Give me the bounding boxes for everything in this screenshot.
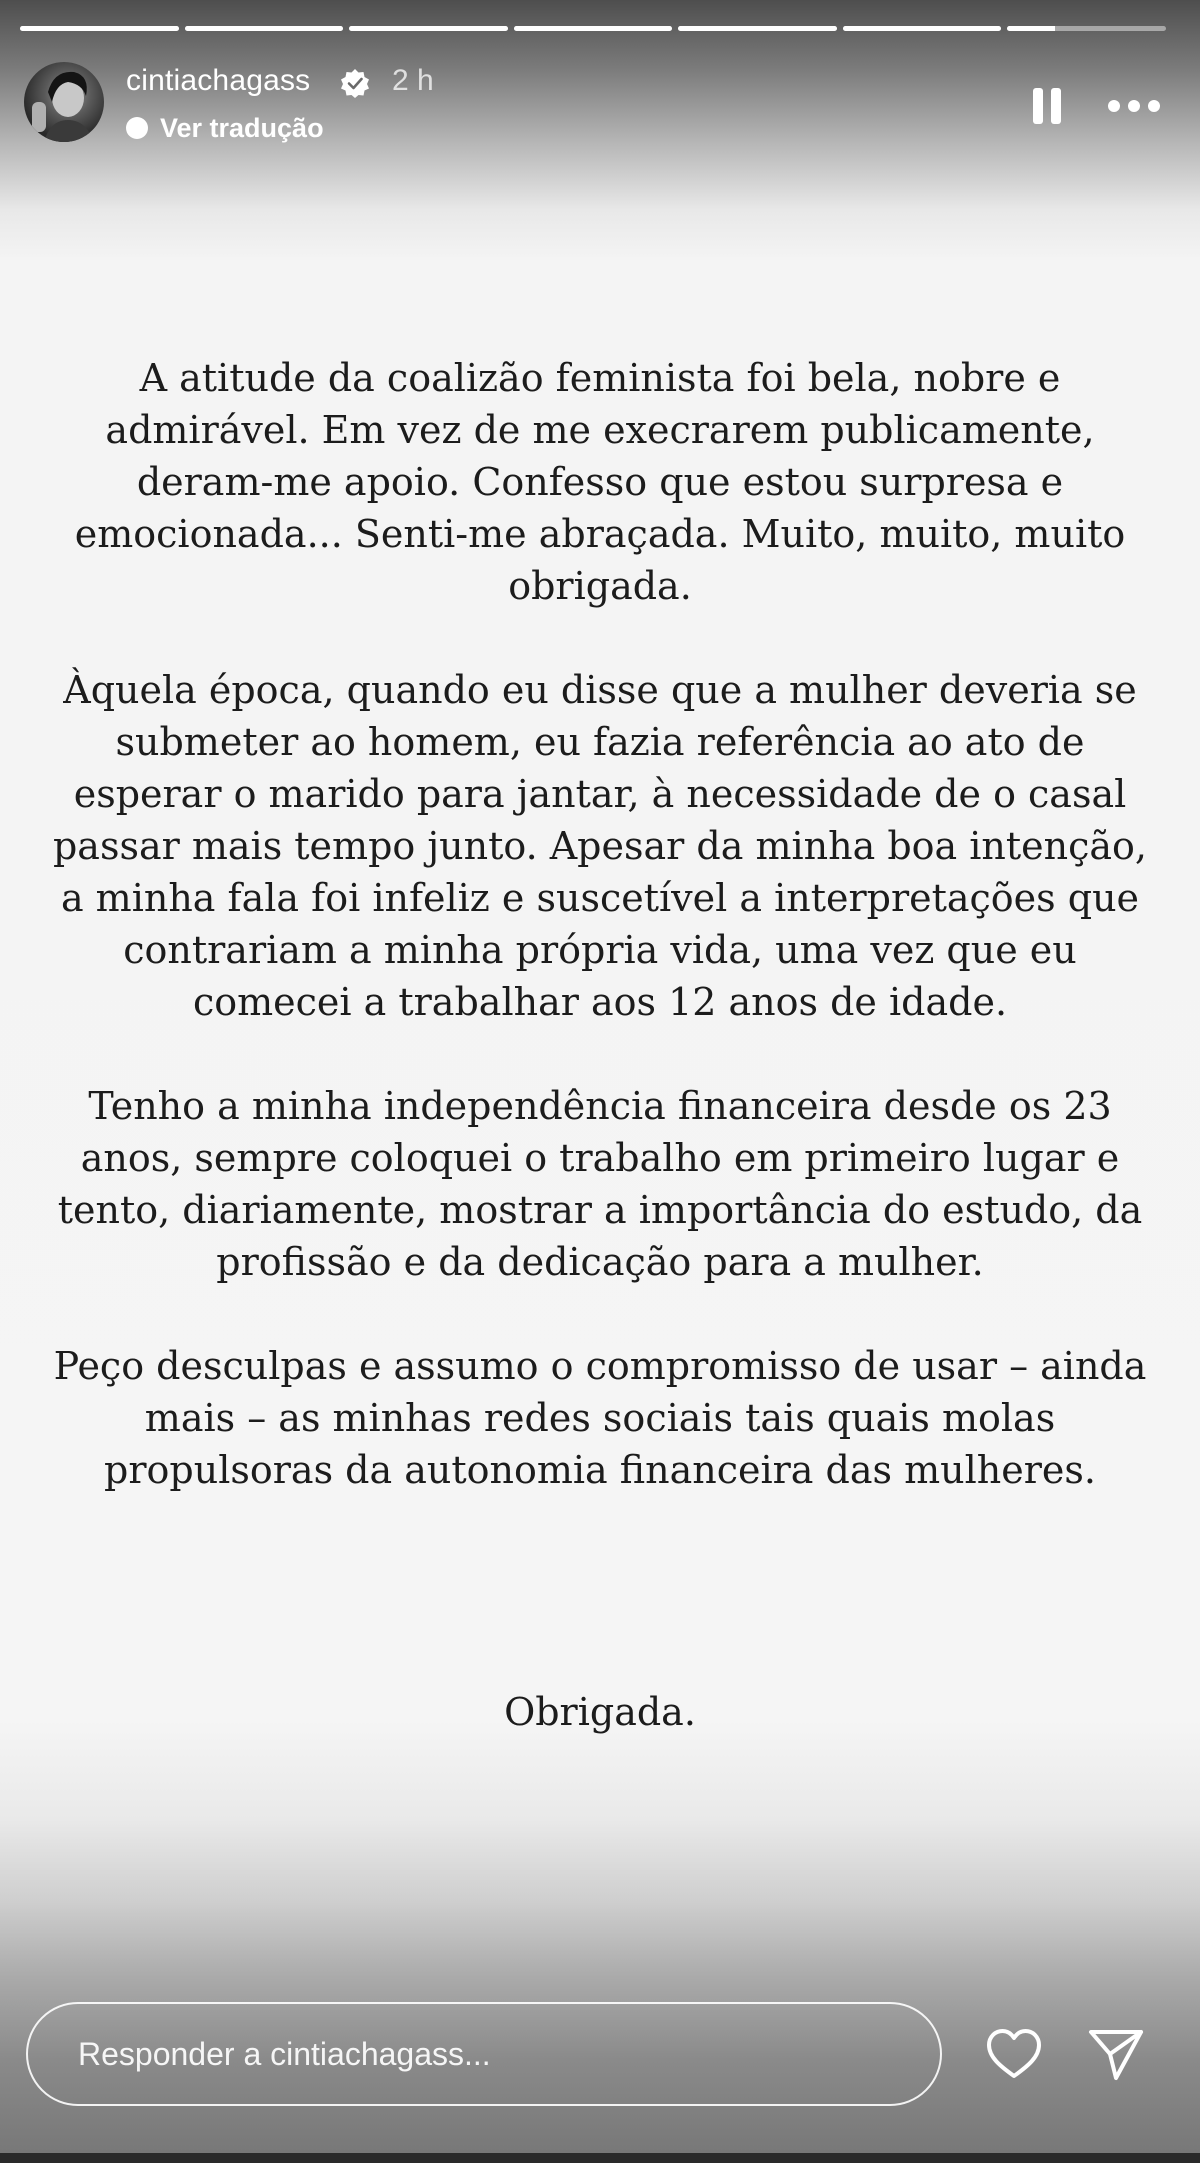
story-progress-segment xyxy=(678,26,837,31)
story-text-content xyxy=(40,352,1160,1548)
story-progress-fill xyxy=(20,26,179,31)
reply-input[interactable] xyxy=(26,2002,942,2106)
send-button[interactable] xyxy=(1086,2026,1146,2082)
story-paragraph: Tenho a minha independência financeira desde os 23 anos, sempre coloquei o trabalho em primeiro lugar e tento, diariamente, mostrar a importância do estudo, da profissão e da dedicação para a mulher. xyxy=(57,1084,1143,1284)
more-dots-icon xyxy=(1128,100,1140,112)
translate-button[interactable] xyxy=(126,110,324,146)
send-icon xyxy=(1086,2026,1146,2082)
avatar-image xyxy=(24,62,104,142)
story-progress-segment xyxy=(1007,26,1166,31)
avatar[interactable] xyxy=(24,62,104,142)
pause-icon xyxy=(1051,88,1061,124)
story-signoff: Obrigada. xyxy=(504,1690,696,1734)
heart-icon xyxy=(984,2026,1044,2082)
verified-badge-icon xyxy=(340,68,370,98)
story-username[interactable]: cintiachagass xyxy=(126,64,311,97)
story-progress-segment xyxy=(20,26,179,31)
story-progress-bar xyxy=(20,26,1166,31)
story-progress-fill xyxy=(1007,26,1055,31)
story-timestamp: 2 h xyxy=(392,64,434,97)
pause-icon xyxy=(1033,88,1043,124)
translate-label: Ver tradução xyxy=(160,112,324,143)
more-options-button[interactable] xyxy=(1108,98,1164,114)
story-progress-fill xyxy=(185,26,344,31)
translate-dot-icon xyxy=(126,117,148,139)
story-progress-segment xyxy=(843,26,1002,31)
story-progress-segment xyxy=(349,26,508,31)
story-progress-segment xyxy=(185,26,344,31)
story-progress-segment xyxy=(514,26,673,31)
story-progress-fill xyxy=(514,26,673,31)
story-paragraph: Peço desculpas e assumo o compromisso de usar – ainda mais – as minhas redes sociais tais quais molas propulsoras da autonomia financeira das mulheres. xyxy=(53,1344,1147,1492)
more-dots-icon xyxy=(1108,100,1120,112)
story-header xyxy=(24,62,1174,152)
like-button[interactable] xyxy=(984,2026,1044,2082)
pause-button[interactable] xyxy=(1032,88,1062,128)
story-progress-fill xyxy=(678,26,837,31)
story-progress-fill xyxy=(843,26,1002,31)
story-paragraph: Àquela época, quando eu disse que a mulher deveria se submeter ao homem, eu fazia referência ao ato de esperar o marido para jantar, à necessidade de o casal passar mais tempo junto. Apesar da minha boa intenção, a minha fala foi infeliz e suscetível a interpretações que contrariam a minha própria vida, uma vez que eu comecei a trabalhar aos 12 anos de idade. xyxy=(52,668,1148,1024)
story-paragraph: A atitude da coalizão feminista foi bela, nobre e admirável. Em vez de me execrarem publicamente, deram-me apoio. Confesso que estou surpresa e emocionada... Senti-me abraçada. Muito, muito, muito obrigada. xyxy=(74,356,1126,608)
story-progress-fill xyxy=(349,26,508,31)
bottom-edge xyxy=(0,2153,1200,2163)
more-dots-icon xyxy=(1148,100,1160,112)
